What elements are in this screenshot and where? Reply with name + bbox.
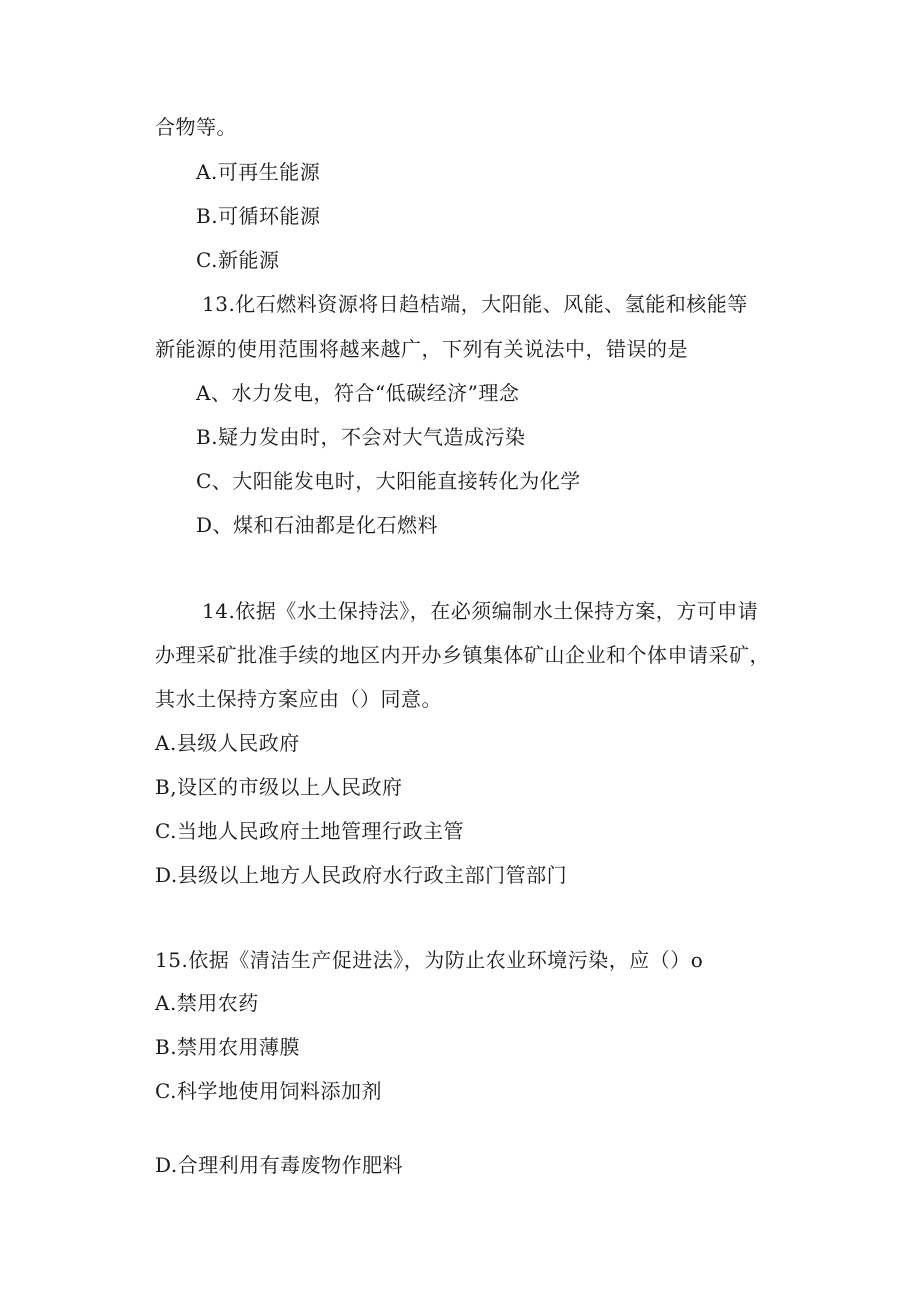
q14-stem-line-1: 14.依据《水土保持法》，在必须编制水土保持方案，方可申请 [202,599,759,623]
q13-option-d: D、煤和石油都是化石燃料 [196,513,439,537]
q14-option-a: A.县级人民政府 [155,731,300,755]
q14-option-d: D.县级以上地方人民政府水行政主部门管部门 [155,863,568,887]
q14-option-c: C.当地人民政府土地管理行政主管 [155,819,464,843]
q13-stem-line-1: 13.化石燃料资源将日趋桔端，大阳能、风能、氢能和核能等 [202,292,748,316]
q15-option-b: B.禁用农用薄膜 [155,1035,301,1059]
q13-stem-line-2: 新能源的使用范围将越来越广，下列有关说法中，错误的是 [155,337,688,361]
q12-option-b: B.可循环能源 [196,204,321,228]
q15-option-c: C.科学地使用饲料添加剂 [155,1079,382,1103]
q14-stem-line-2: 办理采矿批准手续的地区内开办乡镇集体矿山企业和个体申请采矿， [155,643,770,667]
q13-option-c: C、大阳能发电时，大阳能直接转化为化学 [196,469,581,493]
q15-stem: 15.依据《清洁生产促进法》，为防止农业环境污染，应（）o [155,948,704,972]
q15-option-a: A.禁用农药 [155,991,259,1015]
q14-stem-line-3: 其水土保持方案应由（）同意。 [155,687,442,711]
q13-option-b: B.疑力发由时，不会对大气造成污染 [196,425,526,449]
q15-option-d: D.合理利用有毒废物作肥料 [155,1153,404,1177]
q12-option-a: A.可再生能源 [196,160,321,184]
q14-option-b: B,设区的市级以上人民政府 [155,775,403,799]
q12-option-c: C.新能源 [196,248,280,272]
q12-continuation: 合物等。 [155,115,237,139]
q13-option-a: A、水力发电，符合“低碳经济”理念 [196,381,520,405]
